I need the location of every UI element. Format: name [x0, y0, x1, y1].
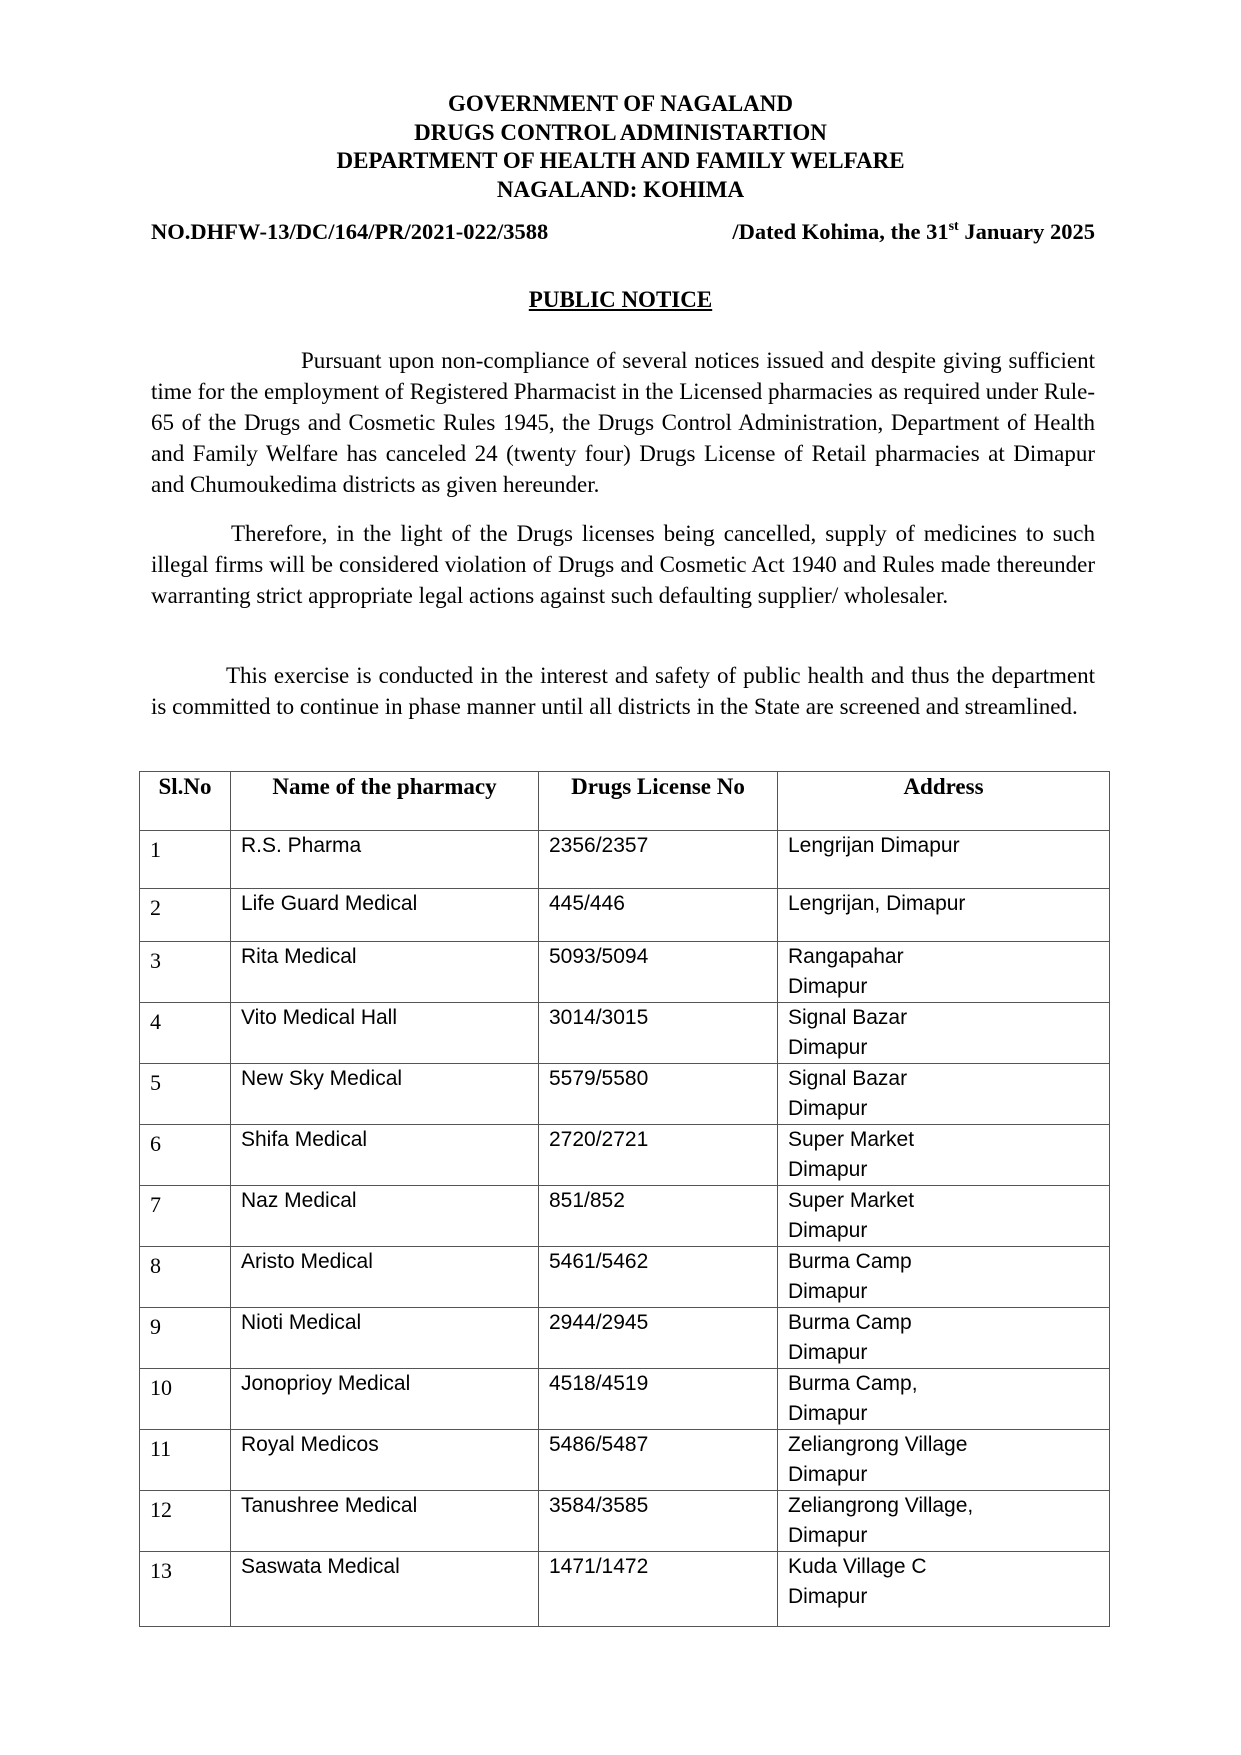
sl-no-cell: 11	[140, 1430, 231, 1491]
license-no-cell: 5579/5580	[539, 1064, 778, 1125]
license-no-cell: 3584/3585	[539, 1491, 778, 1552]
sl-no-cell: 6	[140, 1125, 231, 1186]
pharmacy-name-cell: New Sky Medical	[231, 1064, 539, 1125]
address-cell: Zeliangrong Village Dimapur	[778, 1430, 1110, 1491]
table-row	[140, 1369, 1110, 1430]
table-row	[140, 831, 1110, 889]
letterhead-government: GOVERNMENT OF NAGALAND	[447, 91, 793, 116]
table-header-row	[140, 772, 1110, 831]
sl-no-cell: 8	[140, 1247, 231, 1308]
address-cell: Lengrijan Dimapur	[778, 831, 1110, 889]
date-rest: January 2025	[958, 219, 1095, 244]
address-cell: Signal Bazar Dimapur	[778, 1003, 1110, 1064]
license-no-cell: 2944/2945	[539, 1308, 778, 1369]
license-no-cell: 4518/4519	[539, 1369, 778, 1430]
header-pharmacy-name: Name of the pharmacy	[231, 772, 539, 831]
paragraph-3: This exercise is conducted in the interest and safety of public health and thus the department is committed to continue in phase manner until all districts in the State are screened and streamlined.	[151, 663, 1095, 719]
sl-no-cell: 2	[140, 889, 231, 942]
pharmacy-name-cell: Royal Medicos	[231, 1430, 539, 1491]
license-no-cell: 1471/1472	[539, 1552, 778, 1627]
license-no-cell: 445/446	[539, 889, 778, 942]
license-no-cell: 2720/2721	[539, 1125, 778, 1186]
address-cell: Rangapahar Dimapur	[778, 942, 1110, 1003]
table-row	[140, 1125, 1110, 1186]
sl-no-cell: 3	[140, 942, 231, 1003]
header-license-no: Drugs License No	[539, 772, 778, 831]
cancelled-licenses-table	[139, 771, 1110, 1627]
pharmacy-name-cell: Jonoprioy Medical	[231, 1369, 539, 1430]
sl-no-cell: 12	[140, 1491, 231, 1552]
sl-no-cell: 10	[140, 1369, 231, 1430]
pharmacy-name-cell: Aristo Medical	[231, 1247, 539, 1308]
address-cell: Super Market Dimapur	[778, 1125, 1110, 1186]
letterhead-administration: DRUGS CONTROL ADMINISTARTION	[414, 119, 827, 145]
address-cell: Burma Camp, Dimapur	[778, 1369, 1110, 1430]
table-row	[140, 1064, 1110, 1125]
address-cell: Kuda Village C Dimapur	[778, 1552, 1110, 1627]
table-row	[140, 1186, 1110, 1247]
pharmacy-name-cell: Vito Medical Hall	[231, 1003, 539, 1064]
reference-number: NO.DHFW-13/DC/164/PR/2021-022/3588	[151, 219, 549, 244]
pharmacy-name-cell: Life Guard Medical	[231, 889, 539, 942]
table-row	[140, 1491, 1110, 1552]
address-cell: Super Market Dimapur	[778, 1186, 1110, 1247]
address-cell: Signal Bazar Dimapur	[778, 1064, 1110, 1125]
license-no-cell: 851/852	[539, 1186, 778, 1247]
address-cell: Zeliangrong Village, Dimapur	[778, 1491, 1110, 1552]
reference-date	[732, 219, 1095, 245]
paragraph-1: Pursuant upon non-compliance of several notices issued and despite giving sufficient time for the employment of Registered Pharmacist in the Licensed pharmacies as required under Rule-65 of the Drugs and Cosmetic Rules 1945, the Drugs Control Administration, Department of Health and Family Welfare has canceled 24 (twenty four) Drugs License of Retail pharmacies at Dimapur and Chumoukedima districts as given hereunder.	[151, 348, 1095, 497]
pharmacy-name-cell: Nioti Medical	[231, 1308, 539, 1369]
license-no-cell: 5486/5487	[539, 1430, 778, 1491]
sl-no-cell: 1	[140, 831, 231, 889]
letterhead-location: NAGALAND: KOHIMA	[496, 176, 745, 202]
pharmacy-name-cell: Rita Medical	[231, 942, 539, 1003]
sl-no-cell: 13	[140, 1552, 231, 1627]
paragraph-2: Therefore, in the light of the Drugs licenses being cancelled, supply of medicines to such illegal firms will be considered violation of Drugs and Cosmetic Act 1940 and Rules made thereunder warranting strict appropriate legal actions against such defaulting supplier/ wholesaler.	[151, 521, 1095, 608]
license-no-cell: 2356/2357	[539, 831, 778, 889]
notice-title: PUBLIC NOTICE	[528, 287, 713, 312]
table-row	[140, 1430, 1110, 1491]
table-row	[140, 1308, 1110, 1369]
table-body	[140, 831, 1110, 1627]
table-row	[140, 889, 1110, 942]
letterhead	[0, 90, 1241, 204]
pharmacy-name-cell: R.S. Pharma	[231, 831, 539, 889]
pharmacy-name-cell: Naz Medical	[231, 1186, 539, 1247]
letterhead-department: DEPARTMENT OF HEALTH AND FAMILY WELFARE	[336, 148, 905, 173]
address-cell: Lengrijan, Dimapur	[778, 889, 1110, 942]
sl-no-cell: 7	[140, 1186, 231, 1247]
sl-no-cell: 9	[140, 1308, 231, 1369]
table-row	[140, 942, 1110, 1003]
date-prefix: /Dated Kohima, the 31	[732, 219, 949, 244]
header-address: Address	[778, 772, 1110, 831]
table-row	[140, 1552, 1110, 1627]
pharmacy-name-cell: Saswata Medical	[231, 1552, 539, 1627]
table-row	[140, 1247, 1110, 1308]
license-no-cell: 3014/3015	[539, 1003, 778, 1064]
sl-no-cell: 4	[140, 1003, 231, 1064]
table-row	[140, 1003, 1110, 1064]
license-no-cell: 5093/5094	[539, 942, 778, 1003]
date-ordinal: st	[948, 219, 959, 234]
header-sl-no: Sl.No	[140, 772, 231, 831]
sl-no-cell: 5	[140, 1064, 231, 1125]
license-no-cell: 5461/5462	[539, 1247, 778, 1308]
pharmacy-name-cell: Tanushree Medical	[231, 1491, 539, 1552]
address-cell: Burma Camp Dimapur	[778, 1308, 1110, 1369]
address-cell: Burma Camp Dimapur	[778, 1247, 1110, 1308]
pharmacy-name-cell: Shifa Medical	[231, 1125, 539, 1186]
